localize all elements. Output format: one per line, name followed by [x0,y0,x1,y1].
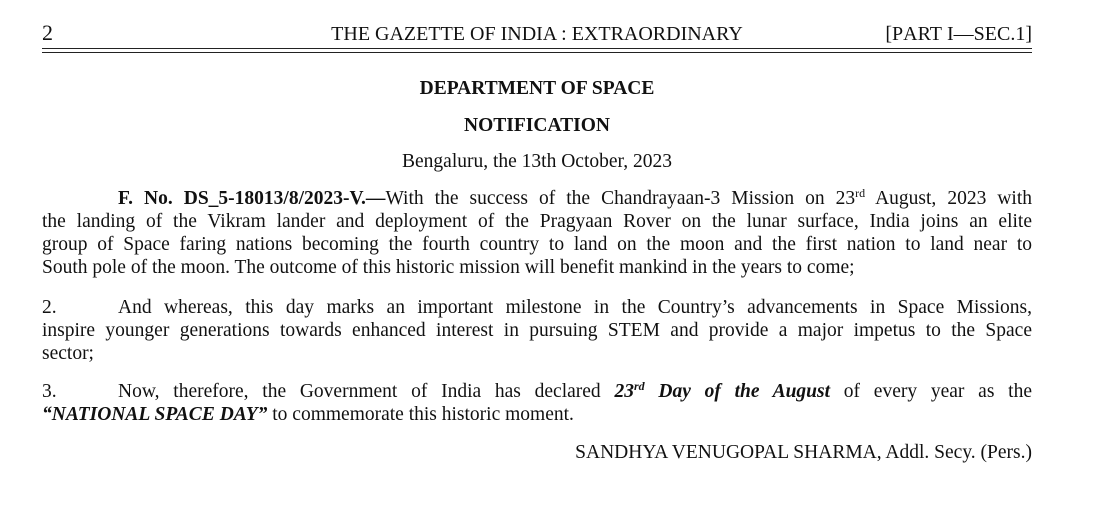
para3-superscript: rd [633,379,645,393]
file-number: F. No. DS_5-18013/8/2023-V.— [118,188,386,209]
gazette-title: THE GAZETTE OF INDIA : EXTRAORDINARY [331,23,743,45]
gazette-header [42,18,1032,52]
place-date: Bengaluru, the 13th October, 2023 [402,151,672,172]
part-text-2: ART [903,23,942,45]
para1-line-3: group of Space faring nations becoming the fourth country to land on the moon and the first nation to land near to [42,234,1032,255]
para1-superscript: rd [855,186,866,200]
para3-number: 3. [42,381,57,402]
para2-number: 2. [42,297,57,318]
para2-line-1 [42,296,1032,319]
notification-heading: NOTIFICATION [464,115,610,136]
header-rule-bottom [42,52,1032,53]
para2-line-3: sector; [42,343,94,364]
part-text-4: EC [984,23,1011,45]
part-text-1: [P [885,23,904,45]
para3-line-1-text-c: of every year as the [830,381,1032,402]
part-text-5: .1] [1010,23,1032,45]
department-heading: DEPARTMENT OF SPACE [419,78,655,99]
para3-line-1-text-a: Now, therefore, the Government of India has declared [118,381,615,402]
para1-line-1-text-b: August, 2023 with [865,188,1033,209]
header-rule-top [42,48,1032,49]
paragraph-3 [42,380,1032,426]
para2-line-2: inspire younger generations towards enhanced interest in pursuing STEM and provide a major impetus to the Space [42,320,1032,341]
para1-line-2: the landing of the Vikram lander and deployment of the Pragyaan Rover on the lunar surface, India joins an elite [42,211,1032,232]
para3-line-1 [42,380,1032,403]
page-number: 2 [42,20,53,45]
para1-line-1-text-a: With the success of the Chandrayaan-3 Mission on 23 [385,188,856,209]
para1-line-1 [42,187,1032,210]
date-emphasis-text: Day of the August [644,381,831,402]
para2-line-1-text: And whereas, this day marks an important milestone in the Country’s advancements in Space Missions, [118,297,1032,318]
para3-line-2-text: to commemorate this historic moment. [267,404,574,425]
para1-line-4: South pole of the moon. The outcome of this historic mission will benefit mankind in the years to come; [42,257,855,278]
paragraph-1 [42,187,1032,279]
signatory: SANDHYA VENUGOPAL SHARMA, Addl. Secy. (Pers.) [575,442,1032,463]
part-text-3: I—S [941,23,985,45]
date-emphasis [614,381,830,402]
paragraph-2 [42,296,1032,365]
para3-line-2 [42,403,1032,426]
national-space-day: “NATIONAL SPACE DAY” [42,404,268,425]
part-section-label [885,23,1032,46]
date-emphasis-num: 23 [614,381,634,402]
